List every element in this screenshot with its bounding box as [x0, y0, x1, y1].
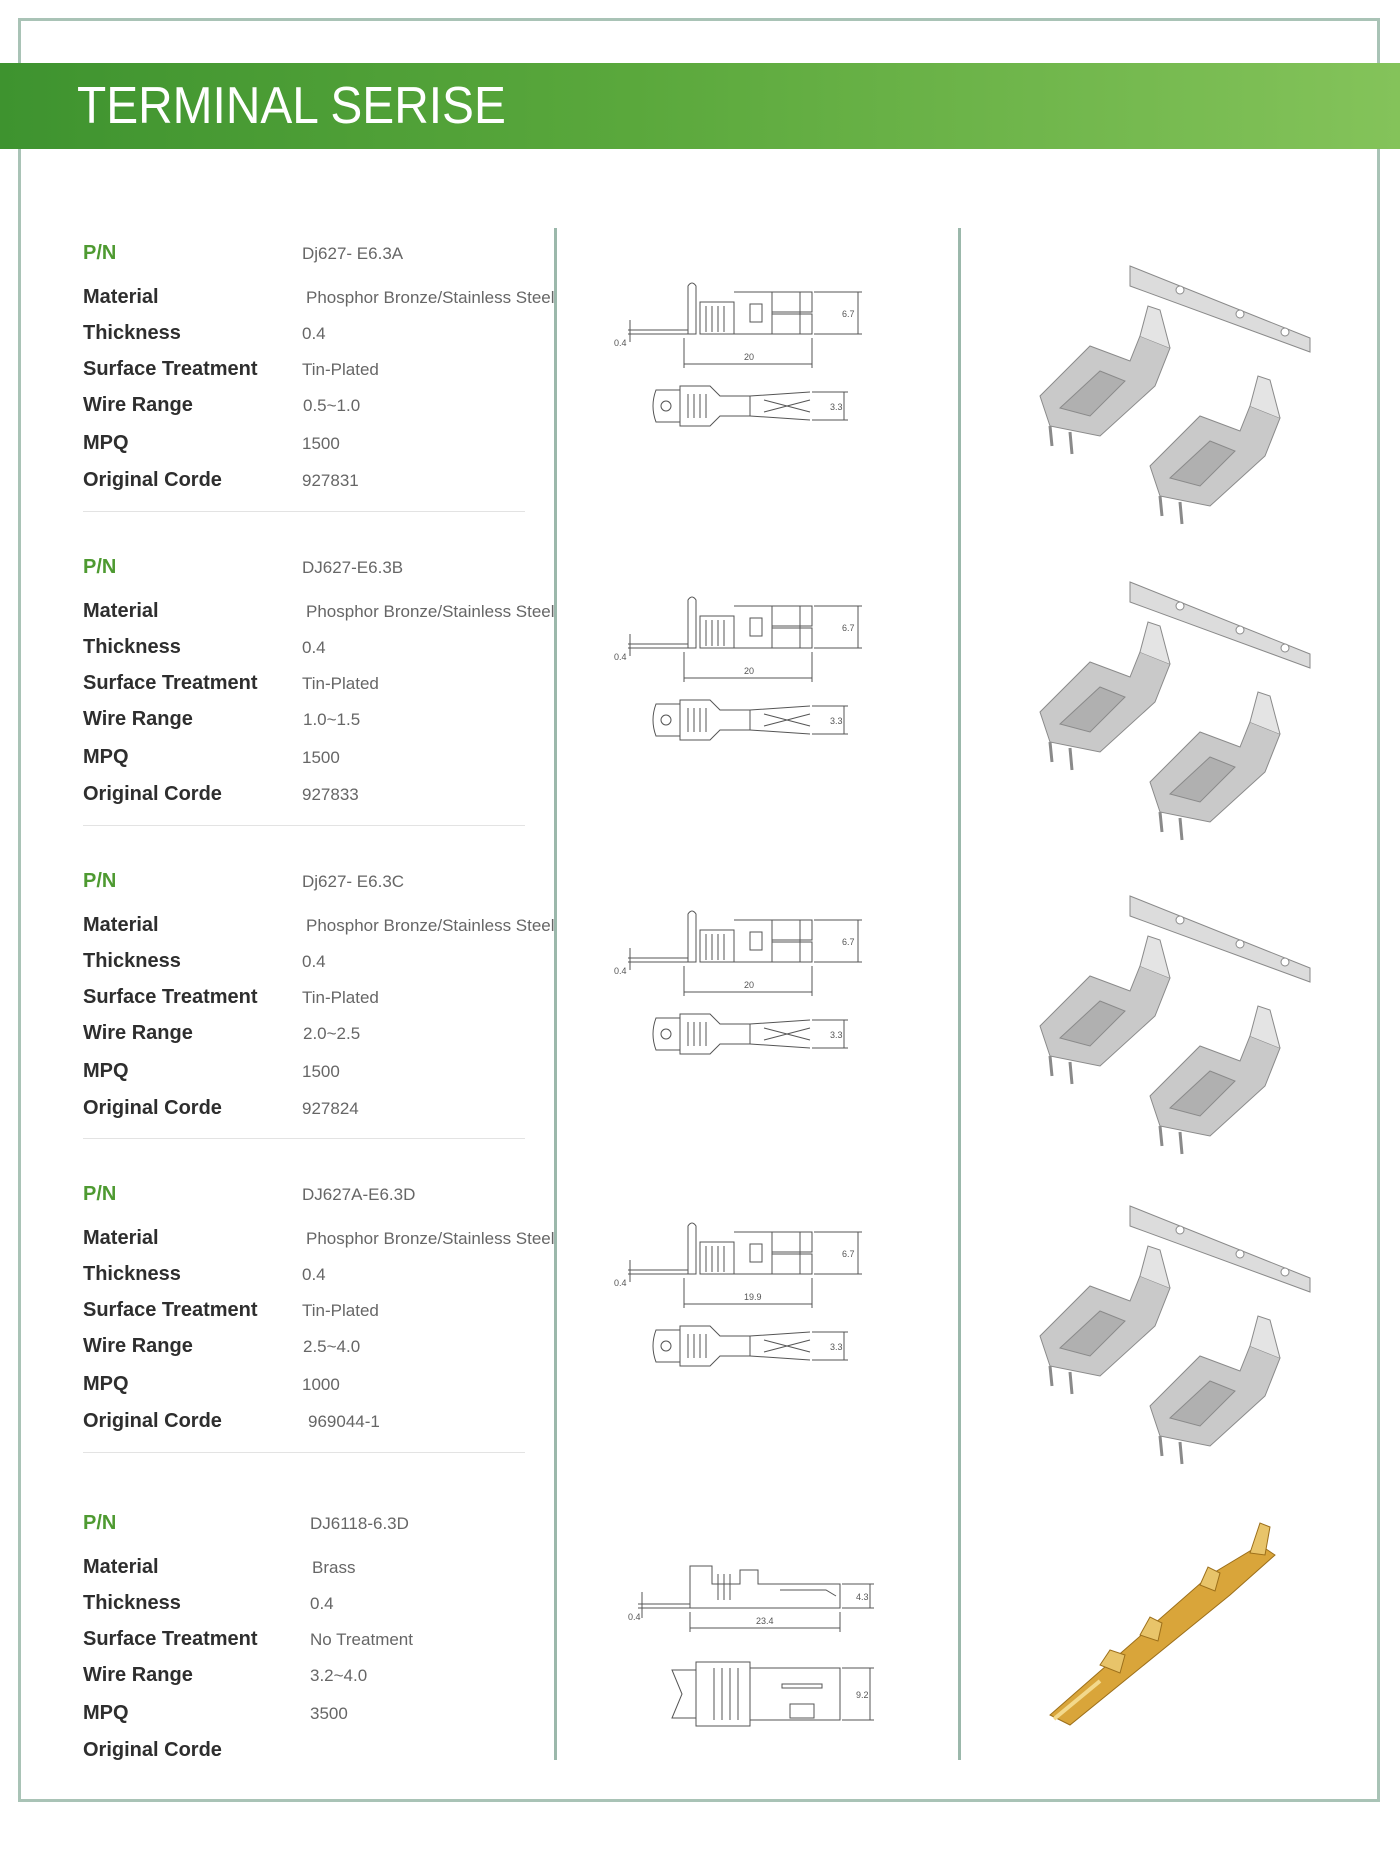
mpq-value: 1500 — [302, 434, 340, 453]
wire-row — [0, 708, 560, 738]
side-view — [614, 1223, 862, 1308]
pn-row — [0, 242, 560, 272]
wire-value: 2.0~2.5 — [303, 1024, 361, 1043]
technical-drawing-1 — [600, 270, 930, 570]
thickness-value: 0.4 — [310, 1594, 334, 1613]
mpq-label: MPQ — [83, 432, 129, 454]
pn-row — [0, 1183, 560, 1213]
wire-label: Wire Range — [83, 394, 193, 416]
top-view — [672, 1662, 874, 1726]
side-view — [614, 283, 862, 368]
header-banner — [0, 63, 1400, 149]
pn-row — [0, 870, 560, 900]
wire-value: 3.2~4.0 — [310, 1666, 368, 1685]
surface-value: Tin-Plated — [302, 1301, 379, 1320]
pn-label: P/N — [83, 1183, 117, 1205]
pn-row — [0, 556, 560, 586]
mpq-value: 1500 — [302, 748, 340, 767]
mpq-row — [0, 1373, 560, 1403]
material-value: Phosphor Bronze/Stainless Steel — [306, 288, 555, 307]
tin-terminal-strip — [1040, 266, 1310, 524]
product-photo-2 — [1010, 572, 1340, 822]
dim-height: 6.7 — [842, 623, 855, 633]
dim-height: 6.7 — [842, 1249, 855, 1259]
original-value: 969044-1 — [308, 1412, 380, 1431]
dim-height: 6.7 — [842, 309, 855, 319]
thickness-label: Thickness — [83, 1592, 181, 1614]
technical-drawing-4 — [600, 1210, 930, 1510]
separator-1 — [83, 511, 525, 512]
original-label: Original Corde — [83, 783, 222, 805]
mpq-label: MPQ — [83, 1060, 129, 1082]
pn-value: Dj627- E6.3A — [302, 244, 404, 263]
material-row — [0, 1556, 560, 1586]
material-label: Material — [83, 600, 159, 622]
surface-label: Surface Treatment — [83, 672, 258, 694]
pn-value: DJ6118-6.3D — [310, 1514, 409, 1533]
dim-thickness: 0.4 — [614, 652, 627, 662]
wire-row — [0, 1022, 560, 1052]
wire-value: 0.5~1.0 — [303, 396, 361, 415]
surface-label: Surface Treatment — [83, 1628, 258, 1650]
mpq-label: MPQ — [83, 746, 129, 768]
brass-terminal-strip — [1050, 1523, 1275, 1725]
page-title: TERMINAL SERISE — [77, 77, 506, 135]
top-view — [653, 1014, 848, 1054]
material-row — [0, 914, 560, 944]
original-label: Original Corde — [83, 469, 222, 491]
mpq-label: MPQ — [83, 1373, 129, 1395]
terminal — [1040, 936, 1170, 1084]
surface-value: Tin-Plated — [302, 674, 379, 693]
thickness-row — [0, 322, 560, 352]
pn-value: Dj627- E6.3C — [302, 872, 405, 891]
surface-row — [0, 358, 560, 388]
original-value: 927833 — [302, 785, 359, 804]
thickness-row — [0, 1263, 560, 1293]
material-label: Material — [83, 1227, 159, 1249]
material-value: Phosphor Bronze/Stainless Steel — [306, 916, 555, 935]
surface-label: Surface Treatment — [83, 358, 258, 380]
original-row — [0, 1097, 560, 1127]
pn-label: P/N — [83, 1512, 117, 1534]
pn-value: DJ627A-E6.3D — [302, 1185, 416, 1204]
thickness-row — [0, 1592, 560, 1622]
dim-length: 20 — [744, 666, 755, 676]
side-view — [614, 597, 862, 682]
material-value: Phosphor Bronze/Stainless Steel — [306, 1229, 555, 1248]
thickness-value: 0.4 — [302, 638, 326, 657]
dim-thickness: 0.4 — [628, 1612, 641, 1622]
terminal — [1150, 1316, 1280, 1464]
thickness-row — [0, 950, 560, 980]
dim-width: 9.2 — [856, 1690, 869, 1700]
pn-label: P/N — [83, 870, 117, 892]
top-view — [653, 1326, 848, 1366]
wire-row — [0, 394, 560, 424]
original-value: 927831 — [302, 471, 359, 490]
mpq-label: MPQ — [83, 1702, 129, 1724]
tin-terminal-strip — [1040, 896, 1310, 1154]
material-row — [0, 1227, 560, 1257]
mpq-value: 1500 — [302, 1062, 340, 1081]
tin-terminal-strip — [1040, 582, 1310, 840]
dim-height: 6.7 — [842, 937, 855, 947]
wire-value: 2.5~4.0 — [303, 1337, 361, 1356]
surface-row — [0, 1299, 560, 1329]
wire-row — [0, 1664, 560, 1694]
separator-3 — [83, 1138, 525, 1139]
pn-value: DJ627-E6.3B — [302, 558, 404, 577]
material-row — [0, 600, 560, 630]
original-label: Original Corde — [83, 1410, 222, 1432]
column-divider-right — [958, 228, 961, 1760]
surface-row — [0, 1628, 560, 1658]
original-row — [0, 1739, 560, 1769]
material-label: Material — [83, 1556, 159, 1578]
dim-thickness: 0.4 — [614, 1278, 627, 1288]
thickness-label: Thickness — [83, 1263, 181, 1285]
surface-row — [0, 986, 560, 1016]
product-photo-3 — [1010, 886, 1340, 1136]
product-photo-4 — [1010, 1196, 1340, 1446]
side-view — [614, 911, 862, 996]
surface-label: Surface Treatment — [83, 986, 258, 1008]
terminal — [1040, 306, 1170, 454]
surface-value: Tin-Plated — [302, 988, 379, 1007]
surface-label: Surface Treatment — [83, 1299, 258, 1321]
mpq-value: 3500 — [310, 1704, 348, 1723]
material-label: Material — [83, 286, 159, 308]
technical-drawing-3 — [600, 898, 930, 1198]
side-view — [628, 1566, 874, 1632]
material-value: Brass — [312, 1558, 356, 1577]
wire-value: 1.0~1.5 — [303, 710, 361, 729]
mpq-row — [0, 746, 560, 776]
original-label: Original Corde — [83, 1739, 222, 1761]
technical-drawing-5 — [600, 1530, 930, 1830]
terminal — [1150, 376, 1280, 524]
wire-label: Wire Range — [83, 1022, 193, 1044]
dim-length: 23.4 — [756, 1616, 774, 1626]
thickness-value: 0.4 — [302, 952, 326, 971]
tin-terminal-strip — [1040, 1206, 1310, 1464]
pn-row — [0, 1512, 560, 1542]
dim-length: 19.9 — [744, 1292, 762, 1302]
original-value: 927824 — [302, 1099, 359, 1118]
dim-length: 20 — [744, 352, 755, 362]
technical-drawing-2 — [600, 584, 930, 884]
wire-label: Wire Range — [83, 1335, 193, 1357]
mpq-row — [0, 1060, 560, 1090]
thickness-label: Thickness — [83, 322, 181, 344]
terminal — [1040, 1246, 1170, 1394]
dim-width: 3.3 — [830, 716, 843, 726]
thickness-row — [0, 636, 560, 666]
terminal — [1150, 1006, 1280, 1154]
terminal — [1040, 622, 1170, 770]
surface-value: Tin-Plated — [302, 360, 379, 379]
thickness-label: Thickness — [83, 950, 181, 972]
dim-width: 3.3 — [830, 1030, 843, 1040]
pn-label: P/N — [83, 242, 117, 264]
top-view — [653, 700, 848, 740]
thickness-value: 0.4 — [302, 1265, 326, 1284]
wire-label: Wire Range — [83, 708, 193, 730]
material-row — [0, 286, 560, 316]
separator-2 — [83, 825, 525, 826]
terminal — [1150, 692, 1280, 840]
material-label: Material — [83, 914, 159, 936]
thickness-value: 0.4 — [302, 324, 326, 343]
wire-label: Wire Range — [83, 1664, 193, 1686]
original-row — [0, 783, 560, 813]
dim-thickness: 0.4 — [614, 966, 627, 976]
original-row — [0, 1410, 560, 1440]
product-photo-1 — [1010, 256, 1340, 506]
original-label: Original Corde — [83, 1097, 222, 1119]
mpq-row — [0, 1702, 560, 1732]
product-photo-5 — [1010, 1505, 1340, 1755]
original-row — [0, 469, 560, 499]
material-value: Phosphor Bronze/Stainless Steel — [306, 602, 555, 621]
dim-width: 3.3 — [830, 402, 843, 412]
mpq-row — [0, 432, 560, 462]
mpq-value: 1000 — [302, 1375, 340, 1394]
dim-height: 4.3 — [856, 1592, 869, 1602]
thickness-label: Thickness — [83, 636, 181, 658]
surface-value: No Treatment — [310, 1630, 413, 1649]
surface-row — [0, 672, 560, 702]
wire-row — [0, 1335, 560, 1365]
dim-width: 3.3 — [830, 1342, 843, 1352]
dim-thickness: 0.4 — [614, 338, 627, 348]
top-view — [653, 386, 848, 426]
separator-4 — [83, 1452, 525, 1453]
pn-label: P/N — [83, 556, 117, 578]
dim-length: 20 — [744, 980, 755, 990]
